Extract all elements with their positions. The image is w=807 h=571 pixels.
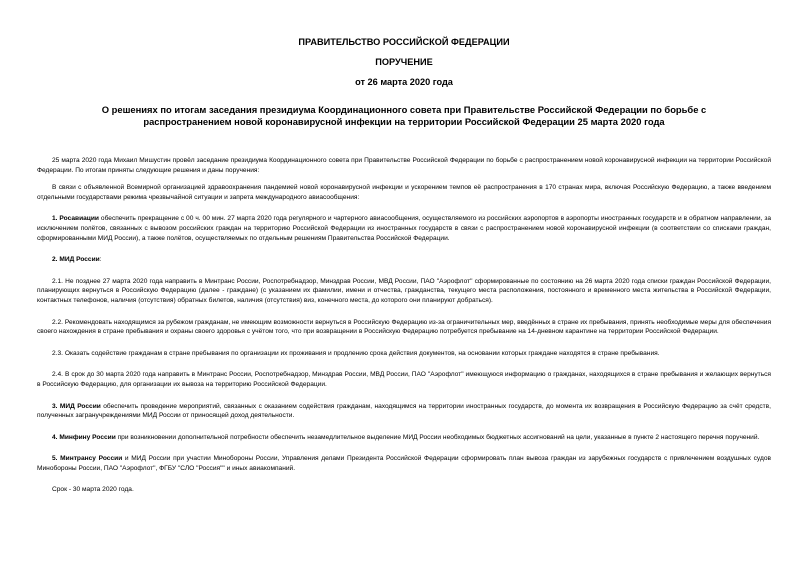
item-2-colon: : bbox=[99, 256, 102, 264]
item-3-text: обеспечить проведение мероприятий, связанных с оказанием содействия гражданам, находящимся на территории иностранных государств, до момента их возвращения в Российскую Федерацию за счёт средств, полученных загранучреждениями МИД России от приносящей доход деятельности. bbox=[37, 402, 771, 420]
item-2-2-paragraph: 2.2. Рекомендовать находящимся за рубежом гражданам, не имеющим возможности вернуться в Российскую Федерацию из-за ограничительных мер, введённых в стране их пребывания, принять необходимые меры для обеспечения своего нахождения в стране пребывания и охраны своего здоровья с учётом того, что при возвращении в Российскую Федерацию потребуется пребывание на 14-дневном карантине на территории Российской Федерации. bbox=[37, 318, 772, 336]
item-5-paragraph bbox=[37, 454, 771, 473]
item-5-heading: 5. Минтрансу России bbox=[52, 455, 123, 463]
organization-heading: ПРАВИТЕЛЬСТВО РОССИЙСКОЙ ФЕДЕРАЦИИ bbox=[298, 37, 510, 47]
deadline-paragraph: Срок - 30 марта 2020 года. bbox=[52, 486, 134, 494]
document-page bbox=[37, 0, 771, 571]
document-body bbox=[37, 156, 771, 503]
item-4-text: при возникновении дополнительной потребности обеспечить незамедлительное выделение МИД России необходимых бюджетных ассигнований на цели, указанные в пункте 2 настоящего перечня поручений. bbox=[115, 433, 760, 441]
item-2-heading-paragraph bbox=[37, 255, 771, 265]
item-2-heading: 2. МИД России bbox=[52, 256, 100, 264]
document-date: от 26 марта 2020 года bbox=[355, 77, 453, 87]
item-2-3-paragraph: 2.3. Оказать содействие гражданам в стране пребывания по организации их проживания и продлению срока действия документов, на основании которых граждане находятся в стране пребывания. bbox=[52, 349, 660, 357]
item-4-paragraph bbox=[37, 433, 771, 443]
document-title: О решениях по итогам заседания президиума Координационного совета при Правительстве Российской Федерации по борьбе с распространением новой коронавирусной инфекции на территории Российской Федерации 25 марта 2020 года bbox=[101, 104, 707, 127]
document-type-heading: ПОРУЧЕНИЕ bbox=[375, 57, 433, 67]
item-1-heading: 1. Росавиации bbox=[52, 215, 99, 223]
item-3-paragraph bbox=[37, 402, 771, 421]
item-3-heading: 3. МИД России bbox=[52, 402, 101, 410]
item-2-4-paragraph: 2.4. В срок до 30 марта 2020 года направить в Минтранс России, Роспотребнадзор, Минздрав России, МВД России, ПАО "Аэрофлот" имеющуюся информацию о гражданах, находящихся в стране пребывания и желающих вернуться в Российскую Федерацию, для организации их вывоза на территорию Российской Федерации. bbox=[37, 371, 771, 388]
item-4-heading: 4. Минфину России bbox=[52, 433, 116, 441]
item-1-text: обеспечить прекращение с 00 ч. 00 мин. 27 марта 2020 года регулярного и чартерного авиасообщения, осуществляемого из российских аэропортов в аэропорты иностранных государств и в обратном направлении, за исключением полётов, связанных с вывозом российских граждан на территорию Российской Федерации из иностранных государств в связи с распространением новой коронавирусной инфекции (в соответствии со списками граждан, сформированными МИД России), а также полётов, осуществляемых по отдельным решениям Правительства Российской Федерации. bbox=[37, 215, 772, 242]
item-5-text: и МИД России при участии Минобороны России, Управления делами Президента Российской Федерации сформировать план вывоза граждан из зарубежных государств с привлечением воздушных судов Минобороны России, ПАО "Аэрофлот", ФГБУ "СЛО "Россия"" и иных авиакомпаний. bbox=[37, 455, 771, 472]
intro-paragraph: 25 марта 2020 года Михаил Мишустин провёл заседание президиума Координационного совета при Правительстве Российской Федерации по борьбе с распространением новой коронавирусной инфекции на территории Российской Федерации. По итогам приняты следующие решения и даны поручения: bbox=[37, 157, 771, 174]
item-2-1-paragraph: 2.1. Не позднее 27 марта 2020 года направить в Минтранс России, Роспотребнадзор, Минздрав России, МВД России, ПАО "Аэрофлот" сформированные по состоянию на 26 марта 2020 года списки граждан Российской Федерации, планирующих вернуться в Российскую Федерацию (далее - граждане) (с указанием их фамилии, имени и отчества, гражданства, текущего места расположения, постоянного и временного места жительства в Российской Федерации, контактных телефонов, наличия (отсутствия) обратных билетов, наличия (отсутствия) виз, конечного места, до которого они планируют добраться). bbox=[37, 277, 771, 304]
context-paragraph: В связи с объявленной Всемирной организацией здравоохранения пандемией новой коронавирусной инфекции и ускорением темпов её распространения в 170 странах мира, включая Российскую Федерацию, а также введением отдельными государствами режима чрезвычайной ситуации и запрета международного авиасообщения: bbox=[37, 184, 771, 201]
item-1-paragraph bbox=[37, 214, 771, 243]
